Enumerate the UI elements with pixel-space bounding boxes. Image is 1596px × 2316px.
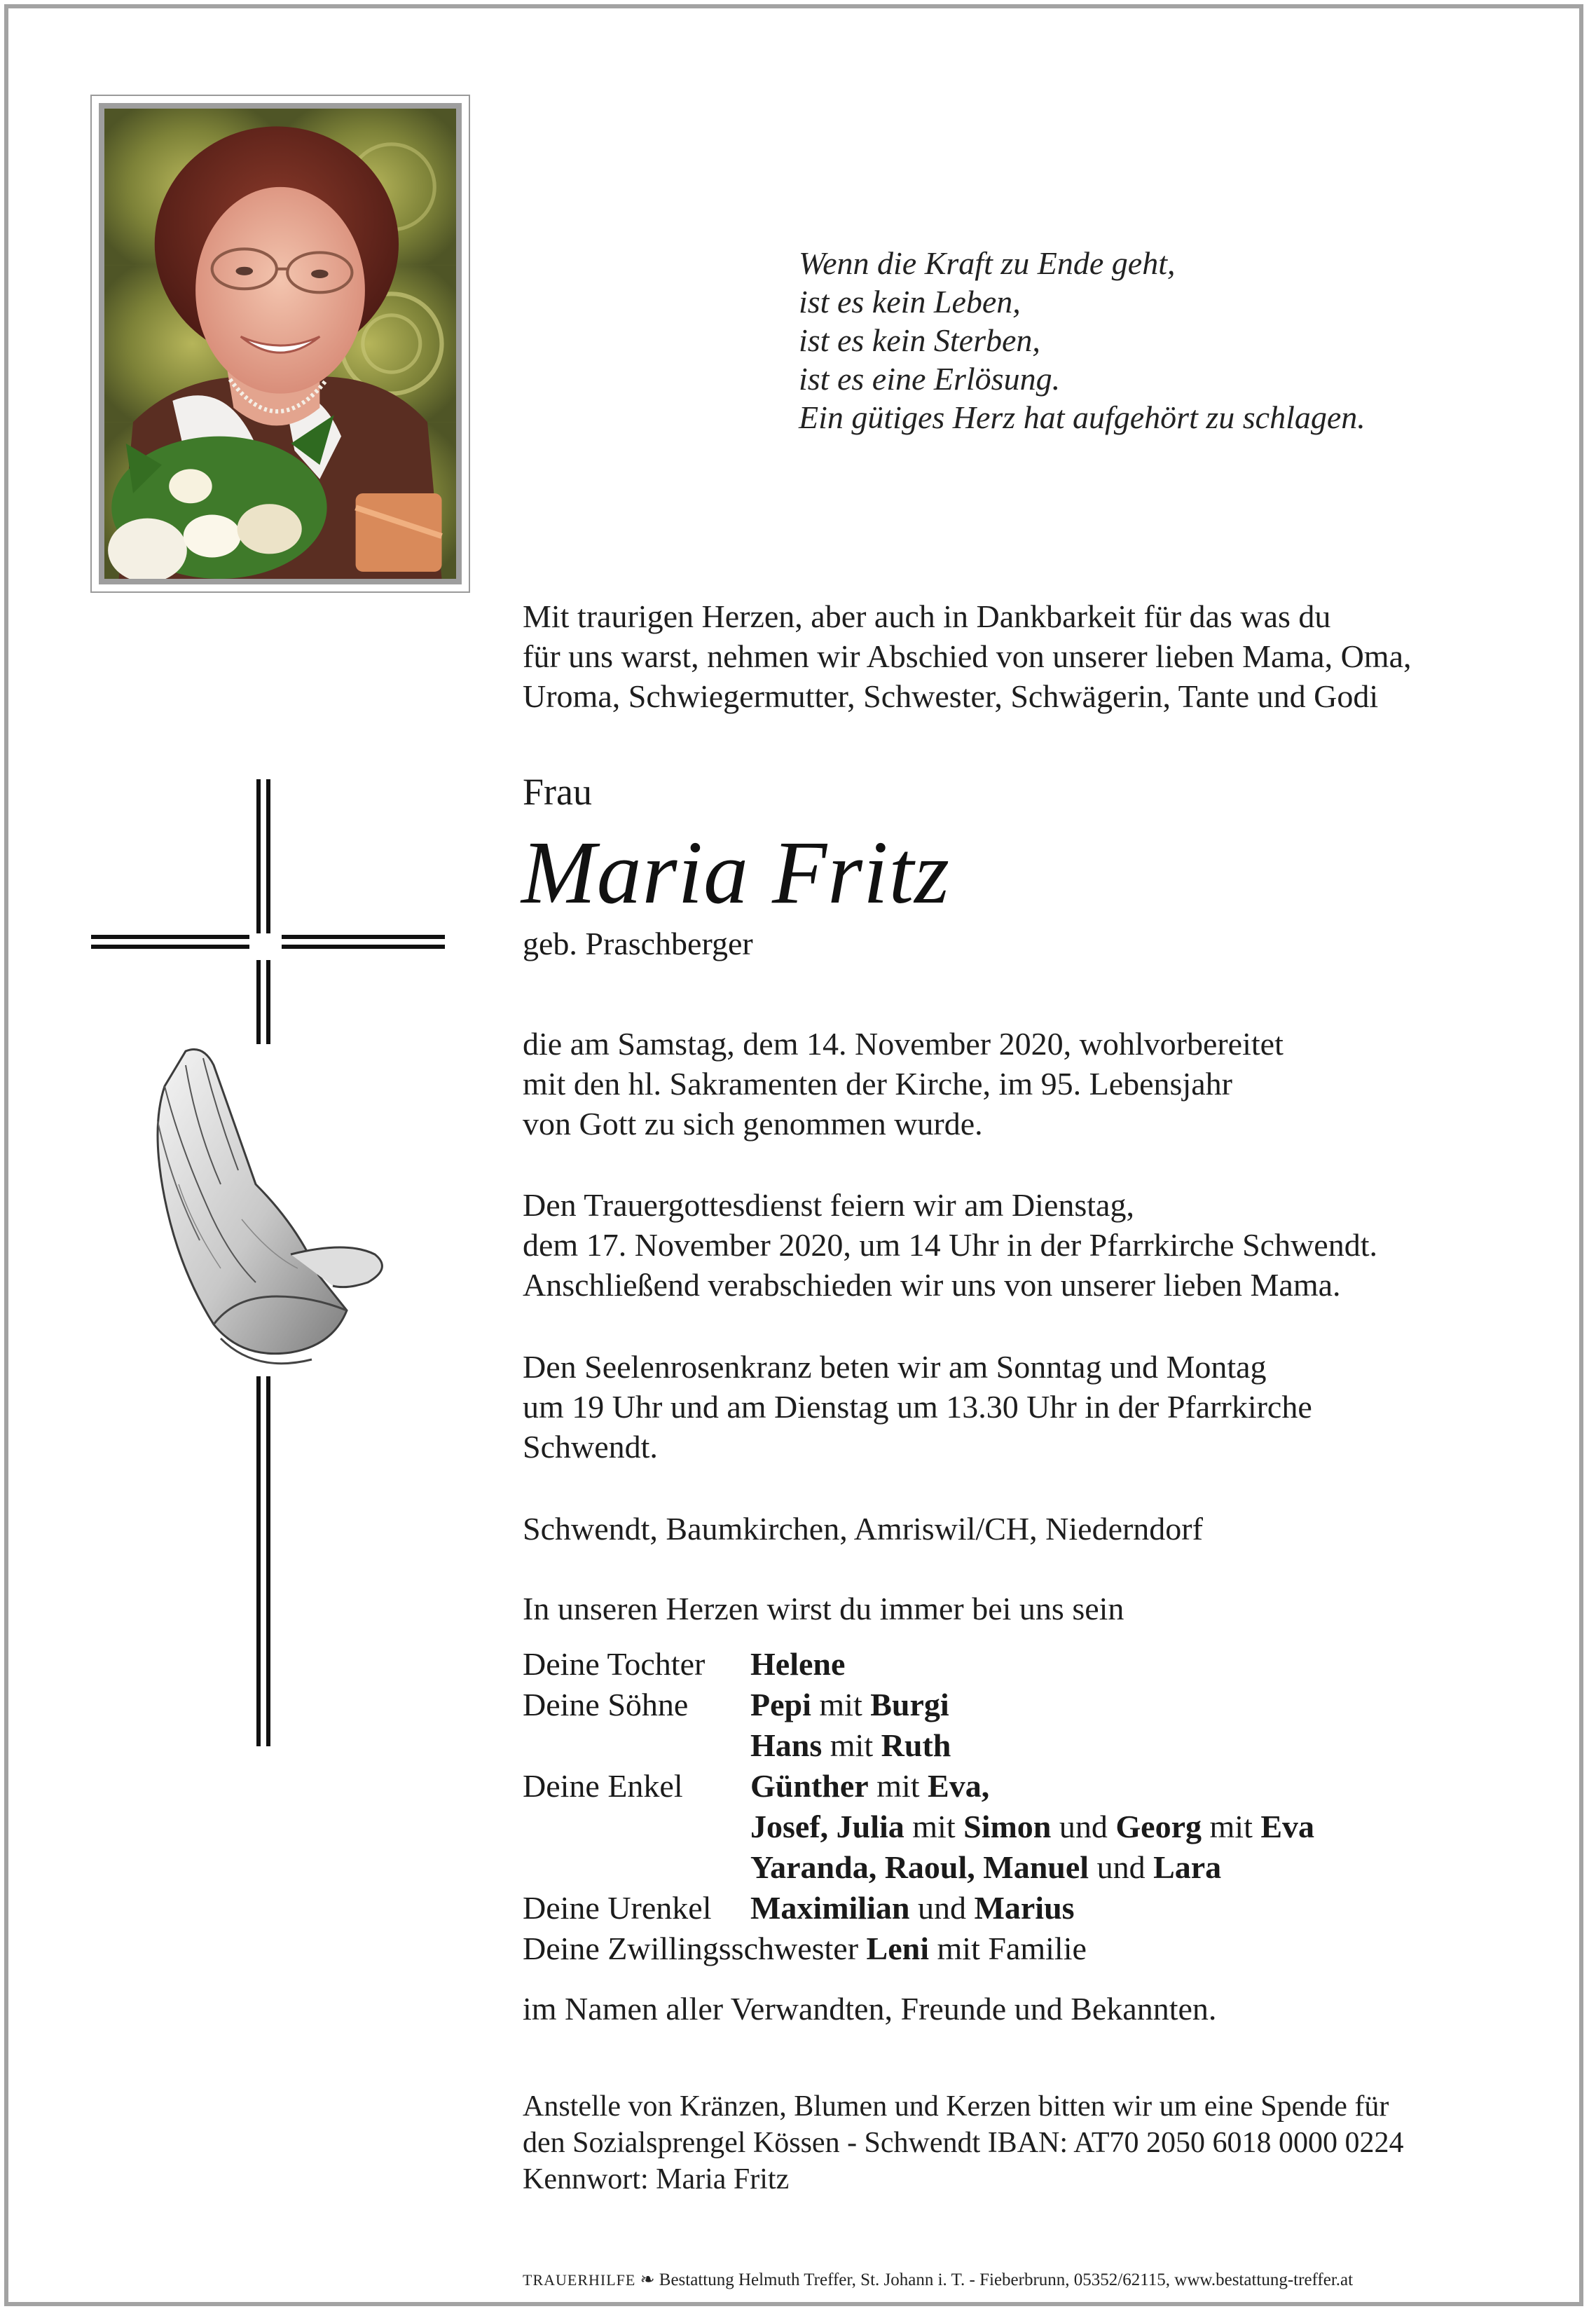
relative-label: Deine Tochter bbox=[523, 1646, 706, 1682]
service-line: dem 17. November 2020, um 14 Uhr in der Pfarrkirche Schwendt. bbox=[523, 1227, 1377, 1263]
service-line: Anschließend verabschieden wir uns von unserer lieben Mama. bbox=[523, 1267, 1341, 1303]
heart-line bbox=[523, 1589, 1124, 1629]
footer-text: Bestattung Helmuth Treffer, St. Johann i. T. - Fieberbrunn, 05352/62115, www.bestattung-treffer.at bbox=[659, 2270, 1354, 2289]
death-notice-line: von Gott zu sich genommen wurde. bbox=[523, 1106, 983, 1142]
portrait-image bbox=[104, 109, 456, 579]
connector-text: und bbox=[917, 1890, 966, 1926]
connector-text: und bbox=[1059, 1809, 1108, 1844]
connector-text: mit bbox=[876, 1768, 920, 1804]
relative-name: Ruth bbox=[881, 1727, 951, 1763]
death-notice-line: die am Samstag, dem 14. November 2020, wohlvorbereitet bbox=[523, 1026, 1284, 1062]
death-notice bbox=[523, 1024, 1284, 1144]
connector-text: mit Familie bbox=[937, 1931, 1087, 1966]
relative-name: Helene bbox=[750, 1646, 846, 1682]
intro-paragraph bbox=[523, 596, 1412, 716]
portrait-photo-frame bbox=[90, 95, 470, 593]
relative-name: Yaranda, Raoul, Manuel bbox=[750, 1849, 1089, 1885]
service-paragraph bbox=[523, 1185, 1377, 1305]
relative-names bbox=[750, 1766, 989, 1807]
rosary-line: Schwendt. bbox=[523, 1429, 658, 1465]
places-line: Schwendt, Baumkirchen, Amriswil/CH, Niederndorf bbox=[523, 1511, 1203, 1547]
death-notice-line: mit den hl. Sakramenten der Kirche, im 95. Lebensjahr bbox=[523, 1066, 1232, 1102]
relative-name: Pepi bbox=[750, 1687, 811, 1722]
relative-names bbox=[750, 1644, 845, 1685]
relative-names bbox=[750, 1685, 949, 1725]
deceased-name: Maria Fritz bbox=[521, 823, 950, 922]
donation-line: Kennwort: Maria Fritz bbox=[523, 2163, 790, 2195]
relative-name: Hans bbox=[750, 1727, 823, 1763]
relative-label: Deine Urenkel bbox=[523, 1890, 712, 1926]
donation-paragraph bbox=[523, 2088, 1404, 2198]
rosary-line: Den Seelenrosenkranz beten wir am Sonntag und Montag bbox=[523, 1349, 1267, 1385]
relative-names bbox=[750, 1807, 1314, 1847]
connector-text: mit bbox=[912, 1809, 956, 1844]
poem-line: Wenn die Kraft zu Ende geht, bbox=[799, 245, 1176, 281]
connector-text: und bbox=[1096, 1849, 1146, 1885]
donation-line: den Sozialsprengel Kössen - Schwendt IBAN: AT70 2050 6018 0000 0224 bbox=[523, 2127, 1404, 2159]
relative-name: Josef, Julia bbox=[750, 1809, 904, 1844]
poem-line: ist es eine Erlösung. bbox=[799, 361, 1061, 397]
relative-name: Lara bbox=[1153, 1849, 1222, 1885]
praying-hands-icon bbox=[137, 1044, 403, 1373]
relative-name: Eva, bbox=[928, 1768, 990, 1804]
heart-line-text: In unseren Herzen wirst du immer bei uns sein bbox=[523, 1591, 1124, 1626]
relative-names bbox=[750, 1725, 951, 1766]
relative-label bbox=[523, 1928, 1087, 1969]
intro-line: Uroma, Schwiegermutter, Schwester, Schwägerin, Tante und Godi bbox=[523, 678, 1379, 714]
relative-label: Deine Enkel bbox=[523, 1768, 683, 1804]
connector-text: mit bbox=[1209, 1809, 1253, 1844]
relative-name: Burgi bbox=[870, 1687, 949, 1722]
relative-name: Marius bbox=[974, 1890, 1075, 1926]
intro-line: Mit traurigen Herzen, aber auch in Dankbarkeit für das was du bbox=[523, 598, 1331, 634]
relative-label-text: Deine Zwillingsschwester bbox=[523, 1931, 859, 1966]
poem bbox=[799, 244, 1365, 437]
relative-name: Leni bbox=[866, 1931, 930, 1966]
footer bbox=[523, 2270, 1353, 2291]
rosary-paragraph bbox=[523, 1347, 1312, 1467]
rosary-line: um 19 Uhr und am Dienstag um 13.30 Uhr in der Pfarrkirche bbox=[523, 1389, 1312, 1425]
feather-icon: ❧ bbox=[640, 2270, 655, 2289]
relative-name: Eva bbox=[1260, 1809, 1315, 1844]
poem-line: ist es kein Sterben, bbox=[799, 322, 1040, 358]
places bbox=[523, 1509, 1203, 1549]
portrait-photo bbox=[99, 103, 462, 584]
birth-name: geb. Praschberger bbox=[523, 926, 753, 961]
on-behalf-line bbox=[523, 1989, 1216, 2029]
donation-line: Anstelle von Kränzen, Blumen und Kerzen bitten wir um eine Spende für bbox=[523, 2090, 1389, 2123]
poem-line: Ein gütiges Herz hat aufgehört zu schlagen. bbox=[799, 399, 1365, 435]
connector-text: mit bbox=[830, 1727, 874, 1763]
on-behalf-text: im Namen aller Verwandten, Freunde und Bekannten. bbox=[523, 1991, 1217, 2027]
relative-names bbox=[750, 1888, 1075, 1928]
poem-line: ist es kein Leben, bbox=[799, 284, 1021, 320]
relative-name: Maximilian bbox=[750, 1890, 910, 1926]
salutation: Frau bbox=[523, 771, 592, 813]
relative-names bbox=[750, 1847, 1221, 1888]
connector-text: mit bbox=[819, 1687, 862, 1722]
relative-name: Günther bbox=[750, 1768, 869, 1804]
intro-line: für uns warst, nehmen wir Abschied von unserer lieben Mama, Oma, bbox=[523, 638, 1412, 674]
service-line: Den Trauergottesdienst feiern wir am Dienstag, bbox=[523, 1187, 1134, 1223]
relative-name: Simon bbox=[963, 1809, 1052, 1844]
relative-label: Deine Söhne bbox=[523, 1687, 689, 1722]
relative-name: Georg bbox=[1115, 1809, 1202, 1844]
footer-brand: TRAUERHILFE bbox=[523, 2271, 636, 2289]
